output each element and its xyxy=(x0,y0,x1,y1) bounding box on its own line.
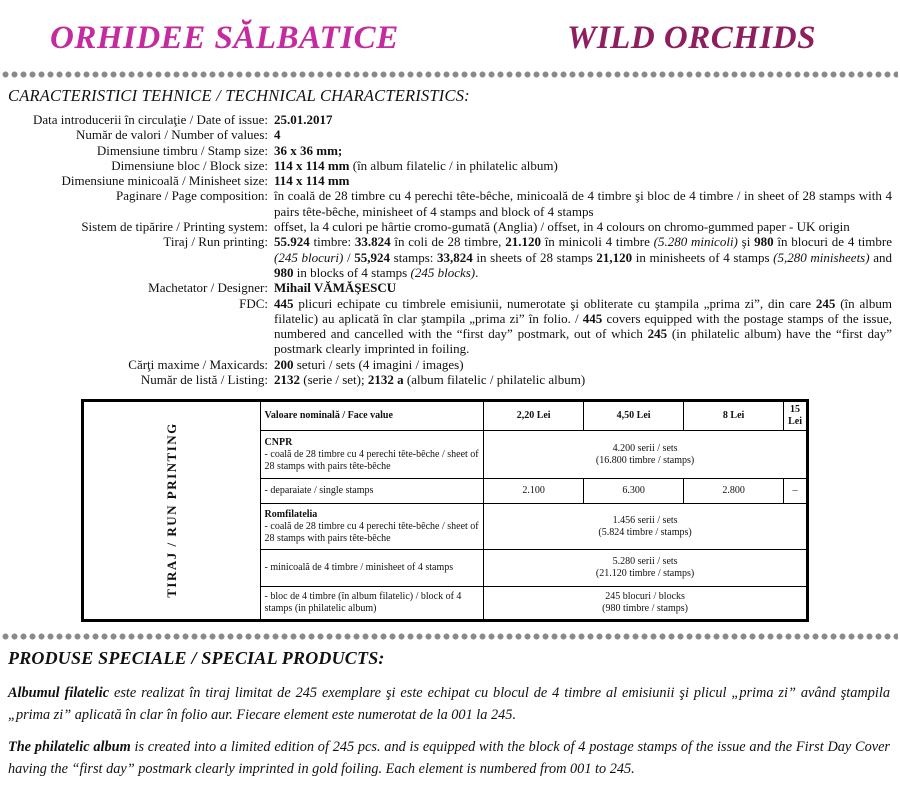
fdc-part: (in philatelic album) have the “first day” postmark clearly imprinted in foiling. xyxy=(274,326,892,357)
spec-label: Cărţi maxime / Maxicards: xyxy=(128,356,268,372)
spec-label: Data introducerii în circulaţie / Date of issue: xyxy=(33,112,268,127)
spec-label: Număr de valori / Number of values: xyxy=(75,127,268,143)
title-romanian: ORHIDEE SĂLBATICE xyxy=(50,20,399,56)
run-part: in blocks of 4 stamps xyxy=(293,264,411,280)
spec-row-run xyxy=(6,234,892,280)
header-cell: 4,50 Lei xyxy=(584,401,684,431)
spec-row-fdc xyxy=(6,296,892,357)
fdc-part: 445 xyxy=(274,295,294,311)
spec-value xyxy=(274,127,892,142)
spec-value xyxy=(274,357,892,372)
value-line: 4.200 serii / sets xyxy=(612,442,678,454)
header-cell: Valoare nominală / Face value xyxy=(260,401,484,431)
row-value xyxy=(484,550,808,587)
row-label xyxy=(260,504,484,550)
value-line: (21.120 timbre / stamps) xyxy=(595,568,695,579)
block-size-rest: (în album filatelic / in philatelic album) xyxy=(349,157,558,173)
spec-value xyxy=(274,112,892,127)
run-part: (5,280 minisheets) xyxy=(773,249,870,265)
value-line: (980 timbre / stamps) xyxy=(602,603,688,614)
spec-label: FDC: xyxy=(239,295,268,311)
spec-row-paging xyxy=(6,188,892,219)
run-part: and xyxy=(869,249,892,265)
romf-title: Romfilatelia xyxy=(264,508,318,520)
listing-part: 2132 a xyxy=(367,372,404,388)
run-part: în blocuri de 4 timbre xyxy=(773,234,893,250)
special-heading: PRODUSE SPECIALE / SPECIAL PRODUCTS: xyxy=(8,648,385,668)
spec-row-values xyxy=(6,127,892,142)
paragraph-english xyxy=(8,736,890,780)
listing-part: 2132 xyxy=(274,372,300,388)
run-part: 55.924 xyxy=(274,234,310,250)
run-part: / xyxy=(343,249,355,265)
row-label: - minicoală de 4 timbre / minisheet of 4 stamps xyxy=(260,550,484,587)
dotted-divider xyxy=(2,71,898,78)
spec-row-designer xyxy=(6,280,892,295)
run-part: 55,924 xyxy=(354,249,390,265)
spec-label: Dimensiune minicoală / Minisheet size: xyxy=(61,173,268,189)
date-value: 25.01.2017 xyxy=(274,112,333,127)
spec-value xyxy=(274,173,892,188)
spec-row-printing xyxy=(6,219,892,234)
run-part: . xyxy=(475,264,479,280)
listing-part: (album filatelic / philatelic album) xyxy=(403,372,586,388)
row-value xyxy=(484,587,808,621)
spec-value: offset, la 4 culori pe hârtie cromo-gumată (Anglia) / offset, in 4 colours on chromo-gummed paper - UK origin xyxy=(274,219,850,235)
table-header-row xyxy=(83,401,808,431)
para-ro-rest: este realizat în tiraj limitat de 245 exemplare şi este echipat cu blocul de 4 timbre al emisiunii şi plicul „prima zi” având ştampila „prima zi” aplicată în clar în folio aur. Fiecare element este numerotat de la 001 la 245. xyxy=(8,685,890,723)
listing-part: (serie / set); xyxy=(300,372,368,388)
header-cell: 8 Lei xyxy=(684,401,784,431)
spec-label: Tiraj / Run printing: xyxy=(163,234,268,250)
spec-label: Număr de listă / Listing: xyxy=(140,372,268,388)
stamp-size-value: 36 x 36 mm; xyxy=(274,142,343,158)
fdc-part: plicuri echipate cu timbrele emisiunii, numerotate şi obliterate cu ştampila „prima zi”, din care xyxy=(293,295,816,311)
fdc-part: covers equipped with the postage stamps of the issue, numbered and cancelled with the “first day” postmark, out of which xyxy=(274,310,893,342)
run-part: în minicoli 4 timbre xyxy=(540,234,654,250)
spec-value xyxy=(274,143,892,158)
para-en-bold: The philatelic album xyxy=(8,739,131,755)
row-value: – xyxy=(784,479,808,504)
fdc-part: 245 xyxy=(647,326,668,342)
header-cell: 2,20 Lei xyxy=(484,401,584,431)
run-printing-table xyxy=(81,399,809,622)
run-part: 980 xyxy=(754,234,774,250)
spec-row-listing xyxy=(6,372,892,387)
spec-row-date xyxy=(6,112,892,127)
run-part: (245 blocks) xyxy=(410,264,476,280)
run-part: stamps: xyxy=(390,249,437,265)
minisheet-value: 114 x 114 mm xyxy=(274,173,350,189)
row-value: 2.800 xyxy=(684,479,784,504)
para-en-rest: is created into a limited edition of 245 pcs. and is equipped with the block of 4 postage stamps of the issue and the First Day Cover having the “first day” postmark clearly imprinted in gold foiling. Each element is numbered from 001 to 245. xyxy=(8,739,890,777)
value-line: (5.824 timbre / stamps) xyxy=(598,526,692,538)
cnpr-sheet-label: - coală de 28 timbre cu 4 perechi tête-bêche / sheet of 28 stamps with pairs tête-bêche xyxy=(264,448,479,472)
fdc-part: 445 xyxy=(582,310,603,326)
spec-value xyxy=(274,158,892,173)
row-value xyxy=(484,504,808,550)
value-line: 1.456 serii / sets xyxy=(612,514,678,526)
run-part: timbre: xyxy=(309,234,355,250)
run-part: in minisheets of 4 stamps xyxy=(632,249,774,265)
spec-label: Machetator / Designer: xyxy=(148,280,268,296)
para-ro-bold: Albumul filatelic xyxy=(8,685,110,701)
maxicards-bold: 200 xyxy=(274,356,294,372)
run-part: 21,120 xyxy=(596,249,633,265)
run-part: în coli de 28 timbre, xyxy=(390,234,506,250)
row-value xyxy=(484,431,808,479)
value-line: 5.280 serii / sets xyxy=(612,556,678,567)
run-part: in sheets of 28 stamps xyxy=(472,249,597,265)
run-part: 33.824 xyxy=(354,234,391,250)
spec-value xyxy=(274,296,892,357)
tech-heading: CARACTERISTICI TEHNICE / TECHNICAL CHARACTERISTICS: xyxy=(8,86,470,105)
run-part: şi xyxy=(737,234,755,250)
spec-value xyxy=(274,234,892,280)
row-label: - deparaiate / single stamps xyxy=(260,479,484,504)
designer-value: Mihail VĂMĂŞESCU xyxy=(274,280,397,296)
header-cell: 15 Lei xyxy=(784,401,808,431)
row-value: 2.100 xyxy=(484,479,584,504)
spec-row-maxicards xyxy=(6,357,892,372)
run-part: (5.280 minicoli) xyxy=(653,234,738,250)
spec-row-stamp-size xyxy=(6,143,892,158)
dotted-divider xyxy=(2,633,898,640)
spec-value: în coală de 28 timbre cu 4 perechi tête-bêche, minicoală de 4 timbre şi bloc de 4 timbre / in sheet of 28 stamps with 4 pairs tête-bêche, minisheet of 4 stamps and block of 4 stamps xyxy=(274,188,892,219)
maxicards-rest: seturi / sets (4 imagini / images) xyxy=(293,356,464,372)
spec-label: Paginare / Page composition: xyxy=(115,188,268,204)
spec-value xyxy=(274,280,892,295)
side-label-cell xyxy=(83,401,261,621)
row-value: 6.300 xyxy=(584,479,684,504)
values-value: 4 xyxy=(274,127,281,143)
value-line: (16.800 timbre / stamps) xyxy=(595,454,695,466)
spec-label: Dimensiune bloc / Block size: xyxy=(111,157,268,173)
spec-value xyxy=(274,372,892,387)
title-english: WILD ORCHIDS xyxy=(567,20,816,56)
run-part: 980 xyxy=(274,264,294,280)
row-label xyxy=(260,431,484,479)
side-label: TIRAJ / RUN PRINTING xyxy=(163,421,179,598)
spec-label: Dimensiune timbru / Stamp size: xyxy=(96,142,268,158)
romf-sheet-label: - coală de 28 timbre cu 4 perechi tête-bêche / sheet of 28 stamps with pairs tête-bêche xyxy=(264,520,479,544)
run-part: (245 blocuri) xyxy=(274,249,344,265)
specs-list xyxy=(6,112,892,387)
spec-label: Sistem de tipărire / Printing system: xyxy=(81,219,268,235)
row-label: - bloc de 4 timbre (în album filatelic) / block of 4 stamps (in philatelic album) xyxy=(260,587,484,621)
cnpr-title: CNPR xyxy=(264,436,293,448)
spec-row-minisheet xyxy=(6,173,892,188)
fdc-part: 245 xyxy=(815,295,836,311)
fdc-part: (în album filatelic) au aplicată în clar ştampila „prima zi” în folio. / xyxy=(274,295,892,326)
run-part: 33,824 xyxy=(437,249,473,265)
block-size-bold: 114 x 114 mm xyxy=(274,157,350,173)
value-line: 245 blocuri / blocks xyxy=(605,591,685,602)
paragraph-romanian xyxy=(8,682,890,726)
spec-row-block-size xyxy=(6,158,892,173)
run-part: 21.120 xyxy=(505,234,541,250)
